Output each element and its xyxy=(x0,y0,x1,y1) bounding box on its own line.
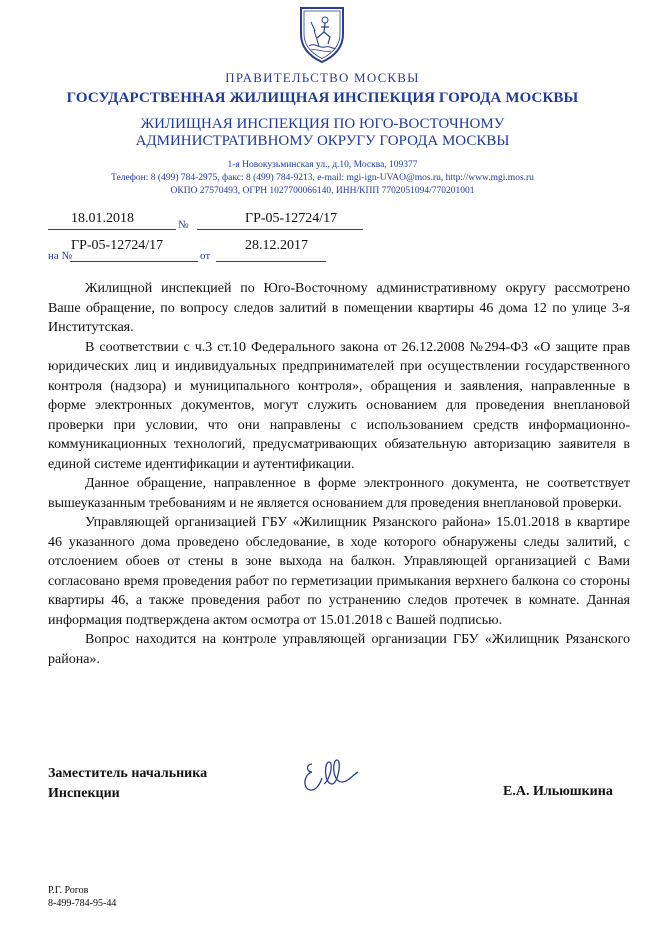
executor-info xyxy=(48,884,116,910)
handwritten-signature-icon xyxy=(298,754,368,798)
signatory-title-line2: Инспекции xyxy=(48,786,120,801)
outgoing-date: 18.01.2018 xyxy=(71,211,134,226)
inspection-title: ГОСУДАРСТВЕННАЯ ЖИЛИЩНАЯ ИНСПЕКЦИЯ ГОРОДА МОСКВЫ xyxy=(66,90,579,106)
letter-body xyxy=(48,279,630,669)
outgoing-number: ГР-05-12724/17 xyxy=(245,211,338,226)
reference-date: 28.12.2017 xyxy=(245,238,308,253)
division-title-line2: АДМИНИСТРАТИВНОМУ ОКРУГУ ГОРОДА МОСКВЫ xyxy=(135,133,510,149)
address-line: 1-я Новокузьминская ул., д.10, Москва, 109377 xyxy=(227,160,418,170)
contacts-line: Телефон: 8 (499) 784-2975, факс: 8 (499) 784-9213, e-mail: mgi-ign-UVAO@mos.ru, http://www.mgi.mos.ru xyxy=(111,173,534,183)
reference-underline xyxy=(70,261,198,262)
executor-name: Р.Г. Рогов xyxy=(48,885,89,896)
registry-line: ОКПО 27570493, ОГРН 1027700066140, ИНН/КПП 7702051094/770201001 xyxy=(170,186,475,196)
number-label: № xyxy=(178,219,189,231)
paragraph-2: В соответствии с ч.3 ст.10 Федерального закона от 26.12.2008 №294-ФЗ «О защите прав юридических лиц и индивидуальных предпринимателей при осуществлении государственного контроля (надзора) и муниципального контроля», обращения и заявления, направленные в форме электронных документов, могут служить основанием для проведения внеплановой проверки при условии, что они направлены с использованием средств информационно-коммуникационных технологий, предусматривающих обязательную авторизацию заявителя в единой системе идентификации и аутентификации. xyxy=(48,339,630,472)
signatory-title-line1: Заместитель начальника xyxy=(48,766,208,781)
division-title-line1: ЖИЛИЩНАЯ ИНСПЕКЦИЯ ПО ЮГО-ВОСТОЧНОМУ xyxy=(140,116,505,132)
reference-number: ГР-05-12724/17 xyxy=(71,238,164,253)
paragraph-4: Управляющей организацией ГБУ «Жилищник Рязанского района» 15.01.2018 в квартире 46 указанного дома проведено обследование, в ходе которого обнаружены следы залитий, с отслоением обоев от стены в зоне выхода на балкон. Управляющей организацией с Вами согласовано время проведения работ по герметизации примыкания верхнего балкона со стороны квартиры 46, а также проведения работ по устранению следов протечек в комнате. Данная информация подтверждена актом осмотра от 15.01.2018 с Вашей подписью. xyxy=(48,515,630,628)
signatory-title xyxy=(48,764,207,804)
reference-date-underline xyxy=(216,261,326,262)
executor-phone: 8-499-784-95-44 xyxy=(48,898,117,909)
government-title: ПРАВИТЕЛЬСТВО МОСКВЫ xyxy=(225,70,420,85)
moscow-coat-of-arms-icon xyxy=(297,4,347,64)
paragraph-5: Вопрос находится на контроле управляющей организации ГБУ «Жилищник Рязанского района». xyxy=(48,632,630,667)
paragraph-1: Жилищной инспекцией по Юго-Восточному административному округу рассмотрено Ваше обращение, по вопросу следов залитий в помещении квартиры 46 дома 12 по улице 3-я Институтская. xyxy=(48,281,630,335)
paragraph-3: Данное обращение, направленное в форме электронного документа, не соответствует вышеуказанным требованиям и не является основанием для проведения внеплановой проверки. xyxy=(48,476,630,511)
signatory-name: Е.А. Ильюшкина xyxy=(503,784,613,799)
from-label: от xyxy=(200,250,211,262)
number-underline xyxy=(197,229,363,230)
reference-label: на № xyxy=(48,250,73,262)
date-underline xyxy=(48,229,176,230)
